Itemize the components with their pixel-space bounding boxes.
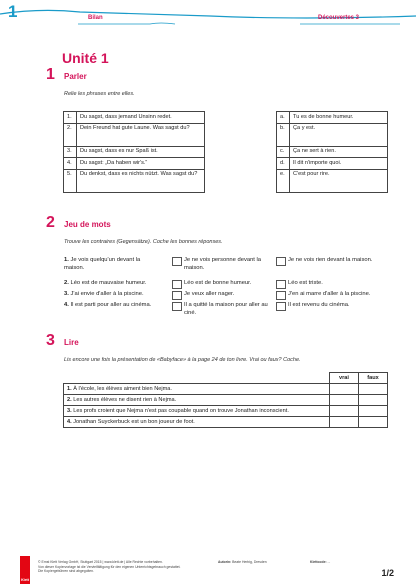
checkbox[interactable] — [172, 257, 182, 266]
table-row — [277, 146, 388, 158]
item-text: J'ai envie d'aller à la piscine. — [70, 291, 144, 297]
klett-logo — [20, 556, 30, 584]
section-3-title: Lire — [64, 338, 79, 347]
jeu-item-2 — [64, 280, 159, 288]
table-row — [277, 169, 388, 192]
row-num: d. — [277, 158, 290, 170]
item-num: 2. — [64, 280, 69, 286]
row-text — [64, 417, 330, 428]
row-num: 1. — [67, 386, 72, 392]
checkbox[interactable] — [172, 291, 182, 300]
jeu-item-4 — [64, 302, 159, 310]
row-num: 4. — [64, 158, 77, 170]
row-text — [64, 384, 330, 395]
table-row — [64, 146, 205, 158]
table-row — [64, 169, 205, 192]
row-statement: Les profs croient que Nejma n'est pas coupable quand on trouve Jonathan inconscient. — [73, 408, 289, 414]
row-text: Tu es de bonne humeur. — [290, 112, 388, 124]
table-row — [64, 384, 388, 395]
row-num: e. — [277, 169, 290, 192]
section-3-instruction: Lis encore une fois la présentation de «Babyface» à la page 24 de ton livre. Vrai ou faux? Coche. — [64, 357, 301, 363]
row-text: C'est pour rire. — [290, 169, 388, 192]
vrai-cell[interactable] — [330, 384, 359, 395]
page-number: 1 — [8, 2, 18, 21]
row-text: Ça y est. — [290, 123, 388, 146]
checkbox[interactable] — [276, 257, 286, 266]
section-2-title: Jeu de mots — [64, 220, 111, 229]
faux-cell[interactable] — [359, 406, 388, 417]
row-num: 4. — [67, 419, 72, 425]
row-statement: Jonathan Suyckerbuck est un bon joueur de foot. — [73, 419, 195, 425]
row-text: Du sagst: „Da haben wir's.“ — [77, 158, 205, 170]
row-num: 1. — [64, 112, 77, 124]
klett-logo-text: Klett — [21, 578, 29, 582]
item-text: Je vois quelqu'un devant la maison. — [64, 257, 141, 271]
table-row — [64, 417, 388, 428]
section-2-instruction: Trouve les contraires (Gegensätze). Coche les bonnes réponses. — [64, 239, 223, 245]
section-2-number: 2 — [46, 214, 55, 231]
faux-cell[interactable] — [359, 395, 388, 406]
table-row — [64, 123, 205, 146]
row-num: c. — [277, 146, 290, 158]
table-row — [277, 112, 388, 124]
checkbox[interactable] — [172, 302, 182, 311]
option-text: Je ne vois personne devant la maison. — [184, 257, 262, 271]
row-num: 2. — [67, 397, 72, 403]
table-row — [64, 406, 388, 417]
faux-cell[interactable] — [359, 417, 388, 428]
row-text: Ça ne sert à rien. — [290, 146, 388, 158]
section-1-title: Parler — [64, 72, 87, 81]
header-spacer — [64, 373, 330, 384]
row-statement: À l'école, les élèves aiment bien Nejma. — [73, 386, 172, 392]
code-label: Klettcode: — [310, 560, 327, 564]
item-text: Il est parti pour aller au cinéma. — [70, 302, 152, 308]
footer-author — [218, 560, 267, 565]
vrai-cell[interactable] — [330, 417, 359, 428]
section-3-number: 3 — [46, 332, 55, 349]
fees-line: Die Kopiergebühren sind abgegolten. — [38, 569, 94, 574]
jeu-item-3 — [64, 291, 159, 299]
item-text: Léo est de mauvaise humeur. — [70, 280, 147, 286]
row-text: Dein Freund hat gute Laune. Was sagst du? — [77, 123, 205, 146]
table-row — [64, 395, 388, 406]
vrai-cell[interactable] — [330, 395, 359, 406]
table-row — [64, 158, 205, 170]
row-text — [64, 395, 330, 406]
option-text: Il a quitté la maison pour aller au ciné. — [184, 302, 268, 316]
row-statement: Les autres élèves ne disent rien à Nejma. — [73, 397, 177, 403]
footer-copyright — [38, 560, 188, 574]
copy-permission-line: Von dieser Kopiervorlage ist die Vervielfältigung für den eigenen Unterrichtsgebrauch gestattet. — [38, 564, 181, 569]
row-text: Il dit n'importe quoi. — [290, 158, 388, 170]
checkbox[interactable] — [172, 280, 182, 289]
jeu-item-1 — [64, 257, 159, 273]
row-num: 3. — [64, 146, 77, 158]
row-text: Du denkst, dass es nichts nützt. Was sagst du? — [77, 169, 205, 192]
table-header-row — [64, 373, 388, 384]
table-row — [64, 112, 205, 124]
row-num: a. — [277, 112, 290, 124]
parler-right-table — [276, 111, 388, 193]
item-num: 3. — [64, 291, 69, 297]
option-text: Je ne vois rien devant la maison. — [288, 257, 373, 263]
option-text: Léo est triste. — [288, 280, 323, 286]
row-num: b. — [277, 123, 290, 146]
col-faux: faux — [359, 373, 388, 384]
parler-left-table — [63, 111, 205, 193]
row-num: 2. — [64, 123, 77, 146]
page-indicator: 1/2 — [381, 568, 394, 578]
option-text: Je veux aller nager. — [184, 291, 235, 297]
section-1-instruction: Relie les phrases entre elles. — [64, 91, 135, 97]
checkbox[interactable] — [276, 280, 286, 289]
option-text: Il est revenu du cinéma. — [288, 302, 350, 308]
row-text: Du sagst, dass es nur Spaß ist. — [77, 146, 205, 158]
option-text: J'en ai marre d'aller à la piscine. — [288, 291, 371, 297]
footer-klettcode — [310, 560, 330, 565]
code-value: ... — [327, 560, 331, 564]
row-num: 3. — [67, 408, 72, 414]
row-text — [64, 406, 330, 417]
unit-title: Unité 1 — [62, 50, 109, 66]
header-tab-decouvertes: Découvertes 3 — [318, 15, 360, 21]
item-num: 1. — [64, 257, 69, 263]
row-text: Du sagst, dass jemand Unsinn redet. — [77, 112, 205, 124]
checkbox[interactable] — [276, 302, 286, 311]
author-label: Autorin: — [218, 560, 232, 564]
copyright-line: © Ernst Klett Verlag GmbH, Stuttgart 2015 | www.klett.de | Alle Rechte vorbehalten. — [38, 560, 163, 564]
section-1-number: 1 — [46, 66, 55, 83]
lire-table — [63, 372, 388, 428]
col-vrai: vrai — [330, 373, 359, 384]
row-num: 5. — [64, 169, 77, 192]
table-row — [277, 158, 388, 170]
item-num: 4. — [64, 302, 69, 308]
header-tab-bilan: Bilan — [88, 15, 103, 21]
option-text: Léo est de bonne humeur. — [184, 280, 252, 286]
faux-cell[interactable] — [359, 384, 388, 395]
checkbox[interactable] — [276, 291, 286, 300]
vrai-cell[interactable] — [330, 406, 359, 417]
table-row — [277, 123, 388, 146]
author-name: Beate Herbig, Dresden — [232, 560, 267, 564]
